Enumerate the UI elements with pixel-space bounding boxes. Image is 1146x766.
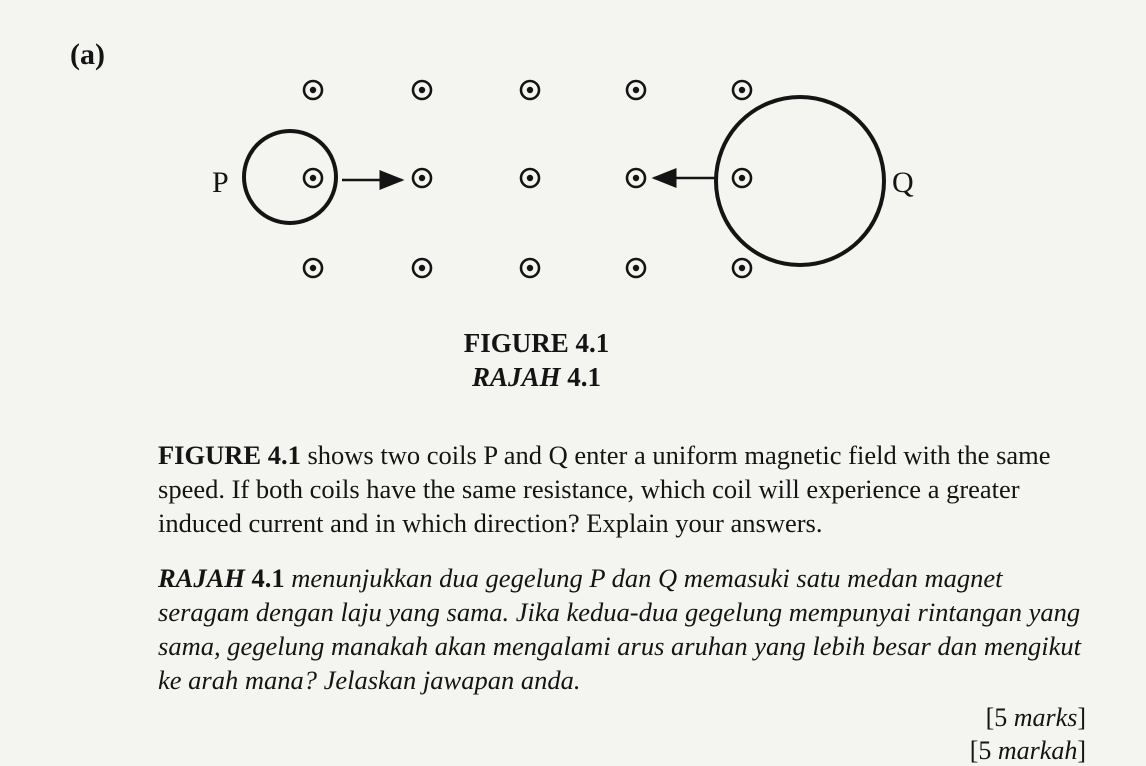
field-dot-icon (413, 259, 431, 277)
coil-p-label: P (212, 166, 229, 199)
field-dot-icon (733, 81, 751, 99)
field-dot-icon (733, 169, 751, 187)
figure-caption-ms-word: RAJAH (471, 362, 561, 392)
question-text-ms: menunjukkan dua gegelung P dan Q memasuki satu medan magnet seragam dengan laju yang sama. Jika kedua-dua gegelung mempunyai rintangan yang sama, gegelung manakah akan mengalami arus aruhan yang lebih besar dan mengikut ke arah mana? Jelaskan jawapan anda. (158, 563, 1081, 695)
figure-reference-ms-number: 4.1 (251, 563, 285, 593)
field-dot-icon (521, 259, 539, 277)
field-dot-icon (413, 169, 431, 187)
marks-en-number: 5 (994, 703, 1008, 732)
figure-reference-en: FIGURE 4.1 (158, 440, 301, 470)
field-dot-icon (627, 81, 645, 99)
figure-caption-en: FIGURE 4.1 (463, 328, 610, 358)
marks-ms-word: markah (997, 736, 1078, 765)
field-dot-icon (304, 169, 322, 187)
field-dot-icon (521, 169, 539, 187)
field-dot-icon (521, 81, 539, 99)
figure-caption-ms (0, 362, 1073, 393)
field-dot-icon (627, 259, 645, 277)
field-dot-icon (627, 169, 645, 187)
part-label: (a) (70, 38, 105, 71)
field-dot-icon (304, 259, 322, 277)
magnetic-field-diagram (0, 0, 1146, 320)
coil-q-label: Q (892, 166, 914, 199)
marks-ms: [5 markah] (969, 736, 1086, 765)
marks-ms-number: 5 (978, 736, 992, 765)
marks-en-word: marks (1013, 703, 1078, 732)
figure-reference-ms-word: RAJAH (158, 563, 245, 593)
question-paragraph-ms (158, 561, 1088, 697)
figure-caption-ms-number: 4.1 (567, 362, 602, 392)
marks-en: [5 marks] (985, 703, 1086, 732)
field-dot-icon (304, 81, 322, 99)
field-dot-icon (413, 81, 431, 99)
question-text-en: shows two coils P and Q enter a uniform magnetic field with the same speed. If both coils have the same resistance, which coil will experience a greater induced current and in which direction? Explain your answers. (158, 440, 1051, 538)
field-dot-icon (733, 259, 751, 277)
question-paragraph-en (158, 438, 1088, 540)
